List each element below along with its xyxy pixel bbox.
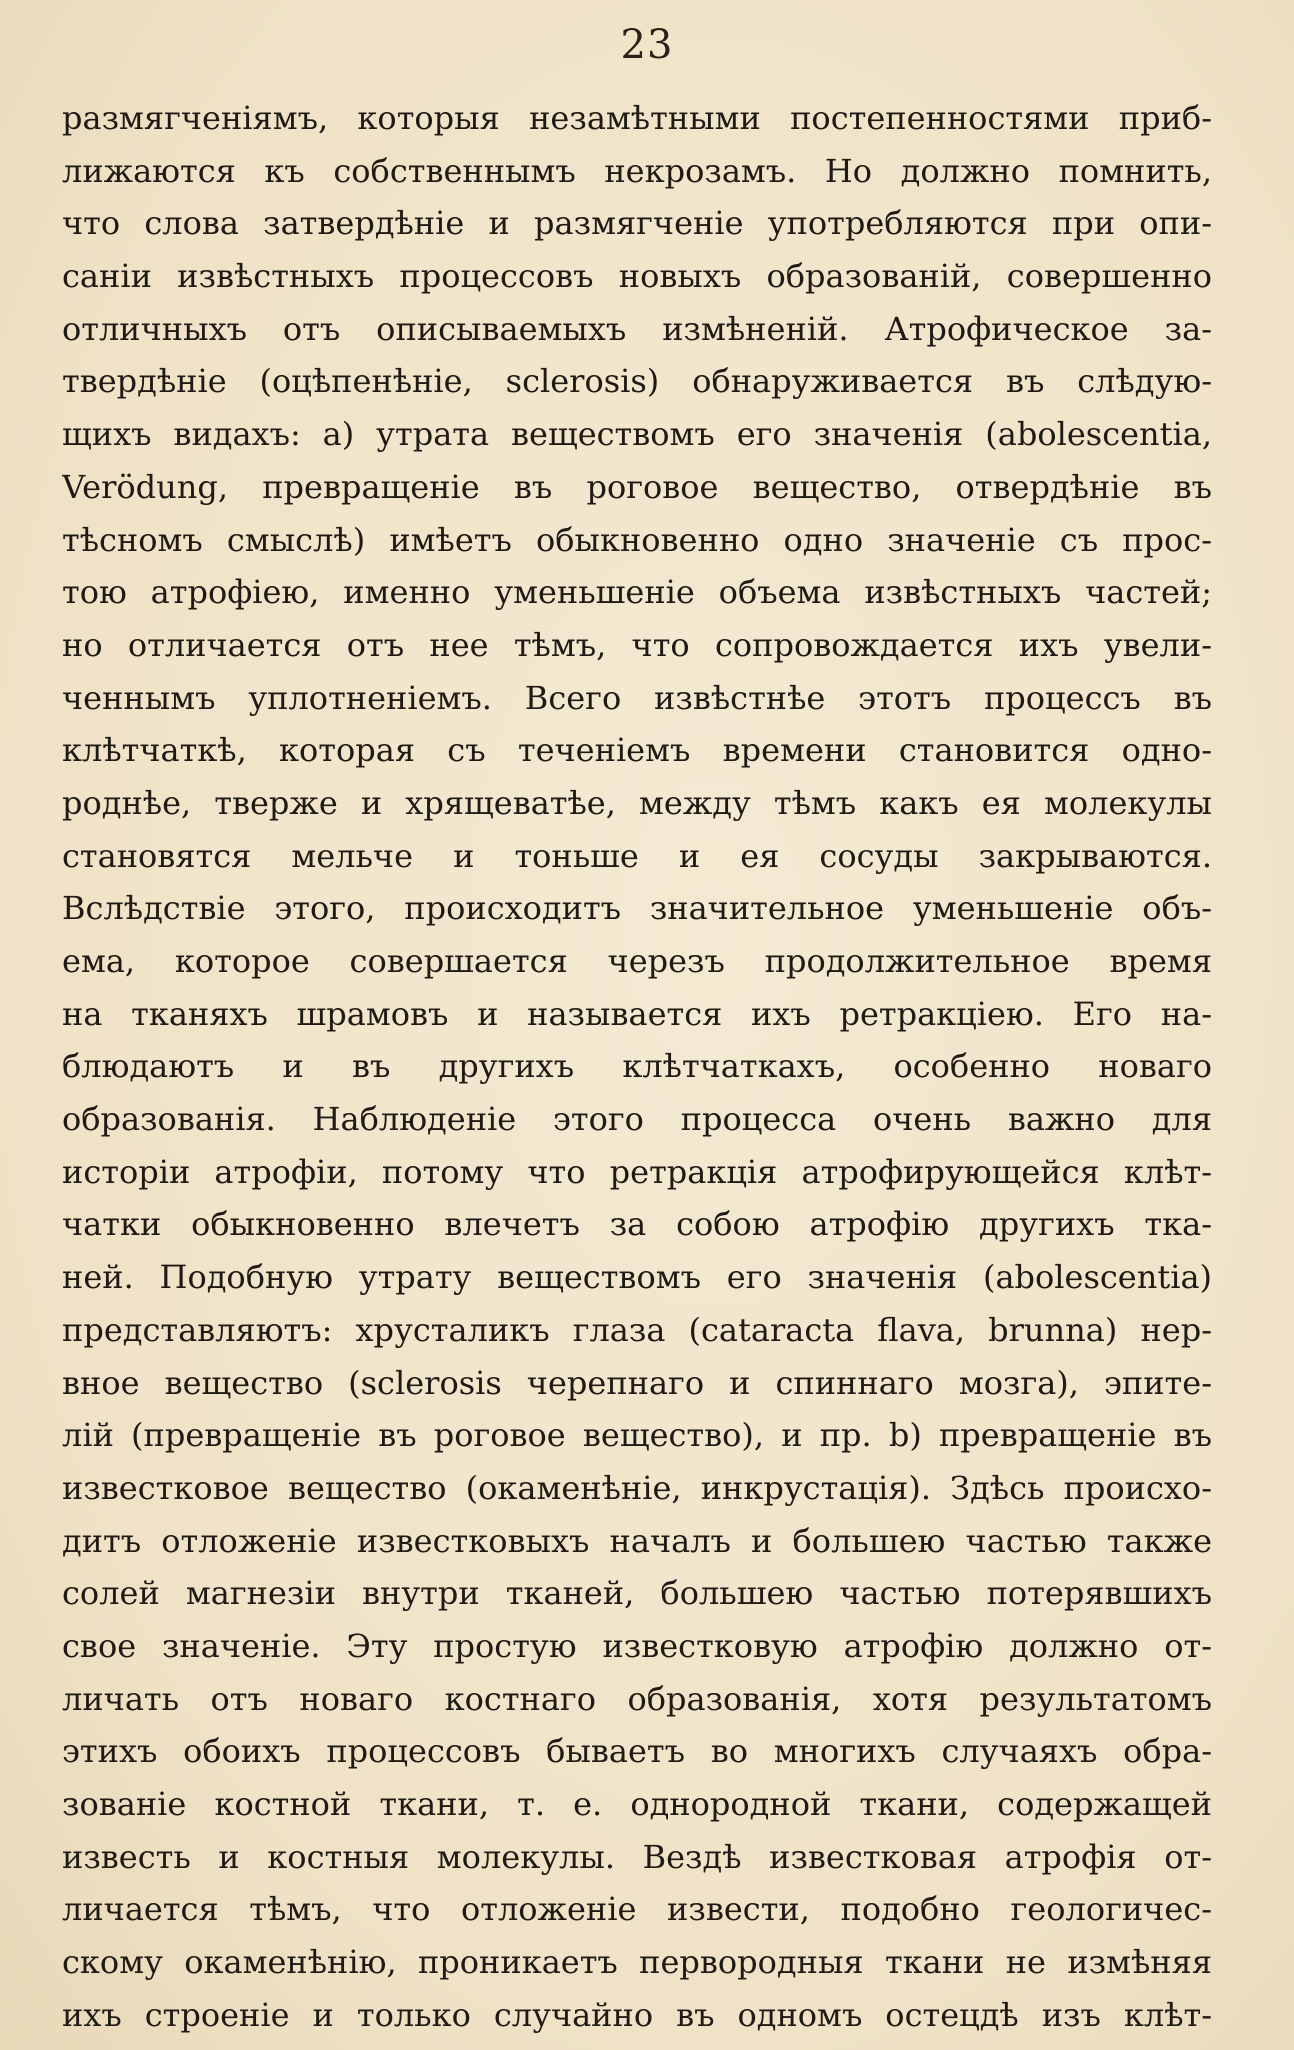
text-line: ихъ строеніе и только случайно въ одномъ остецдѣ изъ клѣт- bbox=[62, 1995, 1212, 2034]
text-line: исторіи атрофіи, потому что ретракція атрофирующейся клѣт- bbox=[62, 1152, 1212, 1191]
text-line: образованія. Наблюденіе этого процесса очень важно для bbox=[62, 1100, 1212, 1139]
text-line: дитъ отложеніе известковыхъ началъ и большею частью также bbox=[62, 1521, 1212, 1560]
text-line: солей магнезіи внутри тканей, большею частью потерявшихъ bbox=[62, 1574, 1212, 1613]
text-line: что слова затвердѣніе и размягченіе употребляются при опи- bbox=[62, 204, 1212, 243]
text-line: Вслѣдствіе этого, происходитъ значительное уменьшеніе объ- bbox=[62, 889, 1212, 928]
text-line: личать отъ новаго костнаго образованія, хотя результатомъ bbox=[62, 1679, 1212, 1718]
text-line: отличныхъ отъ описываемыхъ измѣненій. Атрофическое за- bbox=[62, 309, 1212, 348]
text-line: этихъ обоихъ процессовъ бываетъ во многихъ случаяхъ обра- bbox=[62, 1732, 1212, 1771]
text-line: лижаются къ собственнымъ некрозамъ. Но должно помнить, bbox=[62, 151, 1212, 190]
text-line: саніи извѣстныхъ процессовъ новыхъ образованій, совершенно bbox=[62, 257, 1212, 296]
text-line: становятся мельче и тоньше и ея сосуды закрываются. bbox=[62, 836, 1212, 875]
text-line: известковое вещество (окаменѣніе, инкрустація). Здѣсь происхо- bbox=[62, 1468, 1212, 1507]
text-line: но отличается отъ нее тѣмъ, что сопровождается ихъ увели- bbox=[62, 625, 1212, 664]
page-number: 23 bbox=[620, 22, 674, 68]
text-line: лій (превращеніе въ роговое вещество), и пр. b) превращеніе въ bbox=[62, 1416, 1212, 1455]
text-line: клѣтчаткѣ, которая съ теченіемъ времени становится одно- bbox=[62, 731, 1212, 770]
text-line: щихъ видахъ: a) утрата веществомъ его значенія (abolescentia, bbox=[62, 415, 1212, 454]
text-line: зованіе костной ткани, т. е. однородной ткани, содержащей bbox=[62, 1785, 1212, 1823]
text-line: вное вещество (sclerosis черепнаго и спиннаго мозга), эпите- bbox=[62, 1363, 1212, 1402]
text-line: представляютъ: хрусталикъ глаза (cataracta flava, brunna) нер- bbox=[62, 1310, 1212, 1349]
text-line: блюдаютъ и въ другихъ клѣтчаткахъ, особенно новаго bbox=[62, 1047, 1212, 1086]
text-line: ема, которое совершается черезъ продолжительное время bbox=[62, 942, 1212, 980]
text-line: ней. Подобную утрату веществомъ его значенія (abolescentia) bbox=[62, 1258, 1212, 1297]
body-text bbox=[62, 92, 1212, 2041]
text-line: скому окаменѣнію, проникаетъ первородныя ткани не измѣняя bbox=[62, 1943, 1212, 1982]
text-line: личается тѣмъ, что отложеніе извести, подобно геологичес- bbox=[62, 1890, 1212, 1929]
text-line: свое значеніе. Эту простую известковую атрофію должно от- bbox=[62, 1626, 1212, 1665]
text-line: на тканяхъ шрамовъ и называется ихъ ретракціею. Его на- bbox=[62, 994, 1212, 1033]
text-line: известь и костныя молекулы. Вездѣ известковая атрофія от- bbox=[62, 1837, 1212, 1876]
text-line: роднѣе, тверже и хрящеватѣе, между тѣмъ какъ ея молекулы bbox=[62, 783, 1212, 822]
text-line: тѣсномъ смыслѣ) имѣетъ обыкновенно одно значеніе съ прос- bbox=[62, 520, 1212, 559]
text-line: тою атрофіею, именно уменьшеніе объема извѣстныхъ частей; bbox=[62, 573, 1212, 612]
text-line: размягченіямъ, которыя незамѣтными постепенностями приб- bbox=[62, 99, 1212, 137]
text-line: чатки обыкновенно влечетъ за собою атрофію другихъ тка- bbox=[62, 1205, 1212, 1244]
text-line: твердѣніе (оцѣпенѣніе, sclerosis) обнаруживается въ слѣдую- bbox=[62, 362, 1212, 401]
text-line: ченнымъ уплотненіемъ. Всего извѣстнѣе этотъ процессъ въ bbox=[62, 678, 1212, 717]
text-line: Verödung, превращеніе въ роговое вещество, отвердѣніе въ bbox=[62, 467, 1212, 506]
